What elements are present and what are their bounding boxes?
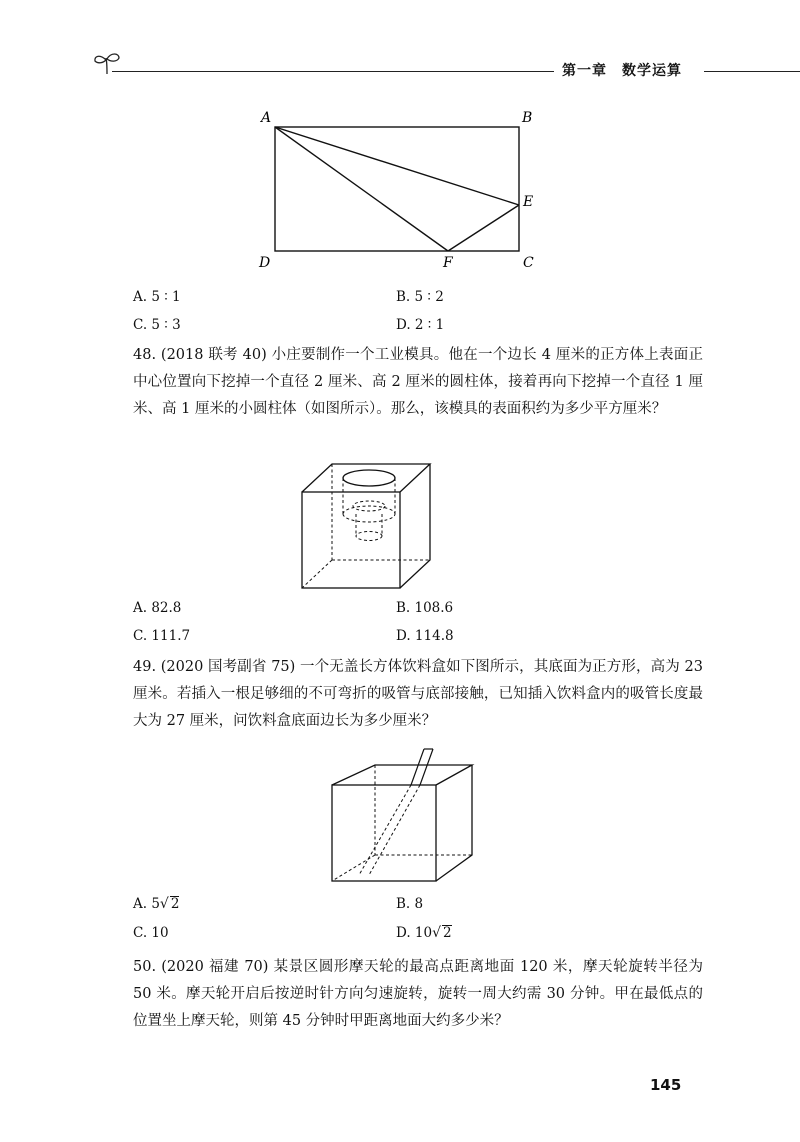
question-50-text: 50. (2020 福建 70) 某景区圆形摩天轮的最高点距离地面 120 米，摩天轮旋转半径为 50 米。摩天轮开启后按逆时针方向匀速旋转，旋转一周大约需 30 分钟。甲在最低点的位置坐上摩天轮，则第 45 分钟时甲距离地面大约多少米？ xyxy=(133,959,703,1029)
q49-option-c: C. 10 xyxy=(133,925,169,941)
page-header xyxy=(0,46,800,86)
q48-option-b: B. 108.6 xyxy=(396,600,454,616)
q47-option-b: B. 5 ∶ 2 xyxy=(396,289,444,305)
q49-option-d-radicand: 2 xyxy=(443,925,452,941)
q49-option-b: B. 8 xyxy=(396,896,424,912)
q48-option-c: C. 111.7 xyxy=(133,628,191,644)
figure-box-straw xyxy=(325,745,475,885)
q47-option-c: C. 5 ∶ 3 xyxy=(133,317,181,333)
page-number: 145 xyxy=(650,1076,682,1094)
q49-option-d: D. 10√ 2 xyxy=(396,925,452,941)
label-b: B xyxy=(522,110,533,126)
chapter-title: 第一章 数学运算 xyxy=(562,63,682,79)
label-e: E xyxy=(523,194,534,210)
label-d: D xyxy=(259,255,271,271)
q47-option-d: D. 2 ∶ 1 xyxy=(396,317,445,333)
figure-cube-cylinders xyxy=(295,460,445,592)
q48-option-a: A. 82.8 xyxy=(133,600,182,616)
q48-option-d: D. 114.8 xyxy=(396,628,454,644)
sprout-icon xyxy=(92,50,122,76)
q49-option-a-prefix: A. 5 xyxy=(133,896,160,912)
q47-option-a: A. 5 ∶ 1 xyxy=(133,289,181,305)
label-a: A xyxy=(261,110,272,126)
label-f: F xyxy=(443,255,453,271)
question-49-text: 49. (2020 国考副省 75) 一个无盖长方体饮料盒如下图所示，其底面为正方形，高为 23 厘米。若插入一根足够细的不可弯折的吸管与底部接触，已知插入饮料盒内的吸管长度最大为 27 厘米，问饮料盒底面边长为多少厘米？ xyxy=(133,659,703,729)
question-48 xyxy=(133,342,703,423)
figure-rectangle-triangle xyxy=(250,105,550,275)
question-48-text: 48. (2018 联考 40) 小庄要制作一个工业模具。他在一个边长 4 厘米的正方体上表面正中心位置向下挖掉一个直径 2 厘米、高 2 厘米的圆柱体，接着再向下挖掉一个直径 1 厘米、高 1 厘米的小圆柱体（如图所示）。那么，该模具的表面积约为多少平方厘米？ xyxy=(133,347,703,417)
label-c: C xyxy=(523,255,534,271)
header-rule-left xyxy=(112,71,554,72)
header-rule-right xyxy=(704,71,800,72)
q49-option-a: A. 5√ 2 xyxy=(133,896,180,912)
question-49 xyxy=(133,654,703,735)
question-50 xyxy=(133,954,703,1035)
q49-option-a-radicand: 2 xyxy=(170,896,180,912)
q49-option-d-prefix: D. 10 xyxy=(396,925,433,941)
